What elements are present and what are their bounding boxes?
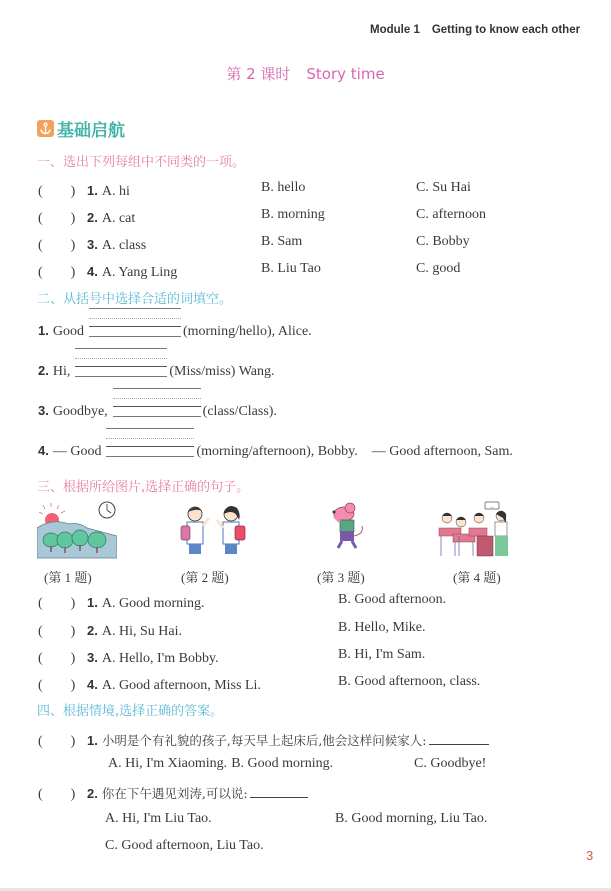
lesson-label: 第 2 课时 [226,65,291,83]
question-number: 3. [38,403,49,418]
answer-blank[interactable]: ( ) [38,624,76,639]
part2-item-4 [38,441,513,460]
picture-kids-waving [175,500,255,562]
answer-blank[interactable]: ( ) [38,596,76,611]
part2-item-1 [38,321,312,340]
option-b: B. Hello, Mike. [338,620,426,635]
sentence-start: — Good [52,444,102,459]
question-number: 1. [87,733,98,748]
anchor-icon [37,120,54,137]
option-a: A. hi [101,184,130,199]
question-number: 3. [87,237,98,252]
sentence-end: (morning/afternoon), Bobby. [196,444,358,459]
part4-item-1 [38,730,489,750]
answer-blank[interactable]: ( ) [38,678,76,693]
question-number: 2. [38,363,49,378]
option-a: A. class [101,238,147,253]
option-b: B. Good morning, Liu Tao. [335,811,488,826]
option-a: A. Good morning. [101,596,205,611]
four-line-blank[interactable] [113,401,201,415]
question-number: 1. [87,595,98,610]
option-c: C. Su Hai [416,180,471,195]
section-title-text: 基础启航 [57,121,125,141]
option-b: B. Hi, I'm Sam. [338,647,426,662]
option-b: B. Good afternoon, class. [338,674,481,689]
lesson-name: Story time [306,65,385,83]
part3-row-3 [38,647,578,667]
part1-title: 一、选出下列每组中不同类的一项。 [37,155,246,170]
answer-blank[interactable]: ( ) [38,787,76,802]
lesson-title [0,63,611,84]
answer-line[interactable] [429,731,489,745]
answer-blank[interactable]: ( ) [38,265,76,280]
question-number: 2. [87,623,98,638]
answer-blank[interactable]: ( ) [38,734,76,749]
section-heading [37,116,125,141]
four-line-blank[interactable] [75,361,167,375]
option-b: B. Liu Tao [261,261,321,276]
option-a: A. Hi, Su Hai. [101,624,182,639]
picture-caption-4: (第 4 题) [453,570,501,585]
sentence-start: Hi, [52,364,71,379]
sentence-end: (morning/hello), Alice. [182,324,312,339]
option-a: A. Hi, I'm Liu Tao. [105,811,212,826]
running-header [370,24,580,36]
module-label: Module 1 [370,24,420,36]
answer-blank[interactable]: ( ) [38,211,76,226]
option-b: B. Good afternoon. [338,592,447,607]
part4-item-2 [38,783,308,803]
question-number: 4. [38,443,49,458]
part2-item-2 [38,361,275,380]
page-number: 3 [586,848,594,863]
part4-item-2-options-row2 [105,838,264,854]
part1-row-1 [38,180,578,200]
picture-classroom-teacher [437,500,517,562]
sentence-end: (Miss/miss) Wang. [169,364,275,379]
option-a: A. Hi, I'm Xiaoming. [108,756,228,771]
sentence-start: Good [52,324,84,339]
part4-item-1-options [108,756,548,772]
reply-sentence: — Good afternoon, Sam. [371,444,513,459]
part3-row-1 [38,592,578,612]
question-text: 你在下午遇见刘涛,可以说: [101,786,248,801]
option-a: A. Yang Ling [101,265,178,280]
option-b: B. hello [261,180,306,195]
question-number: 2. [87,210,98,225]
option-c: C. Goodbye! [414,756,487,771]
question-number: 4. [87,264,98,279]
question-number: 1. [38,323,49,338]
option-b: B. Good morning. [231,756,334,771]
answer-blank[interactable]: ( ) [38,651,76,666]
sentence-start: Goodbye, [52,404,108,419]
answer-line[interactable] [250,784,308,798]
answer-blank[interactable]: ( ) [38,238,76,253]
picture-caption-1: (第 1 题) [44,570,92,585]
part4-item-2-options-row1 [105,811,545,827]
part1-row-4 [38,261,578,281]
module-title: Getting to know each other [431,24,581,36]
option-b: B. morning [261,207,325,222]
option-a: A. Hello, I'm Bobby. [101,651,219,666]
picture-mouse-bobby [320,500,400,562]
picture-sunrise-hills [37,500,117,562]
part3-row-2 [38,620,578,640]
question-number: 3. [87,650,98,665]
picture-caption-2: (第 2 题) [181,570,229,585]
option-a: A. cat [101,211,136,226]
option-a: A. Good afternoon, Miss Li. [101,678,261,693]
four-line-blank[interactable] [89,321,181,335]
question-number: 1. [87,183,98,198]
question-number: 2. [87,786,98,801]
sentence-end: (class/Class). [202,404,277,419]
part1-row-2 [38,207,578,227]
question-number: 4. [87,677,98,692]
part3-title: 三、根据所给图片,选择正确的句子。 [37,480,250,495]
part2-title: 二、从括号中选择合适的词填空。 [37,292,233,307]
option-c: C. Bobby [416,234,470,249]
part2-item-3 [38,401,277,420]
part3-row-4 [38,674,578,694]
option-c: C. good [416,261,461,276]
answer-blank[interactable]: ( ) [38,184,76,199]
part4-title: 四、根据情境,选择正确的答案。 [37,704,224,719]
svg-text:...: ... [490,505,494,510]
picture-caption-3: (第 3 题) [317,570,365,585]
option-c: C. Good afternoon, Liu Tao. [105,838,264,853]
four-line-blank[interactable] [106,441,194,455]
part1-row-3 [38,234,578,254]
option-c: C. afternoon [416,207,486,222]
option-b: B. Sam [261,234,303,249]
question-text: 小明是个有礼貌的孩子,每天早上起床后,他会这样问候家人: [101,733,427,748]
